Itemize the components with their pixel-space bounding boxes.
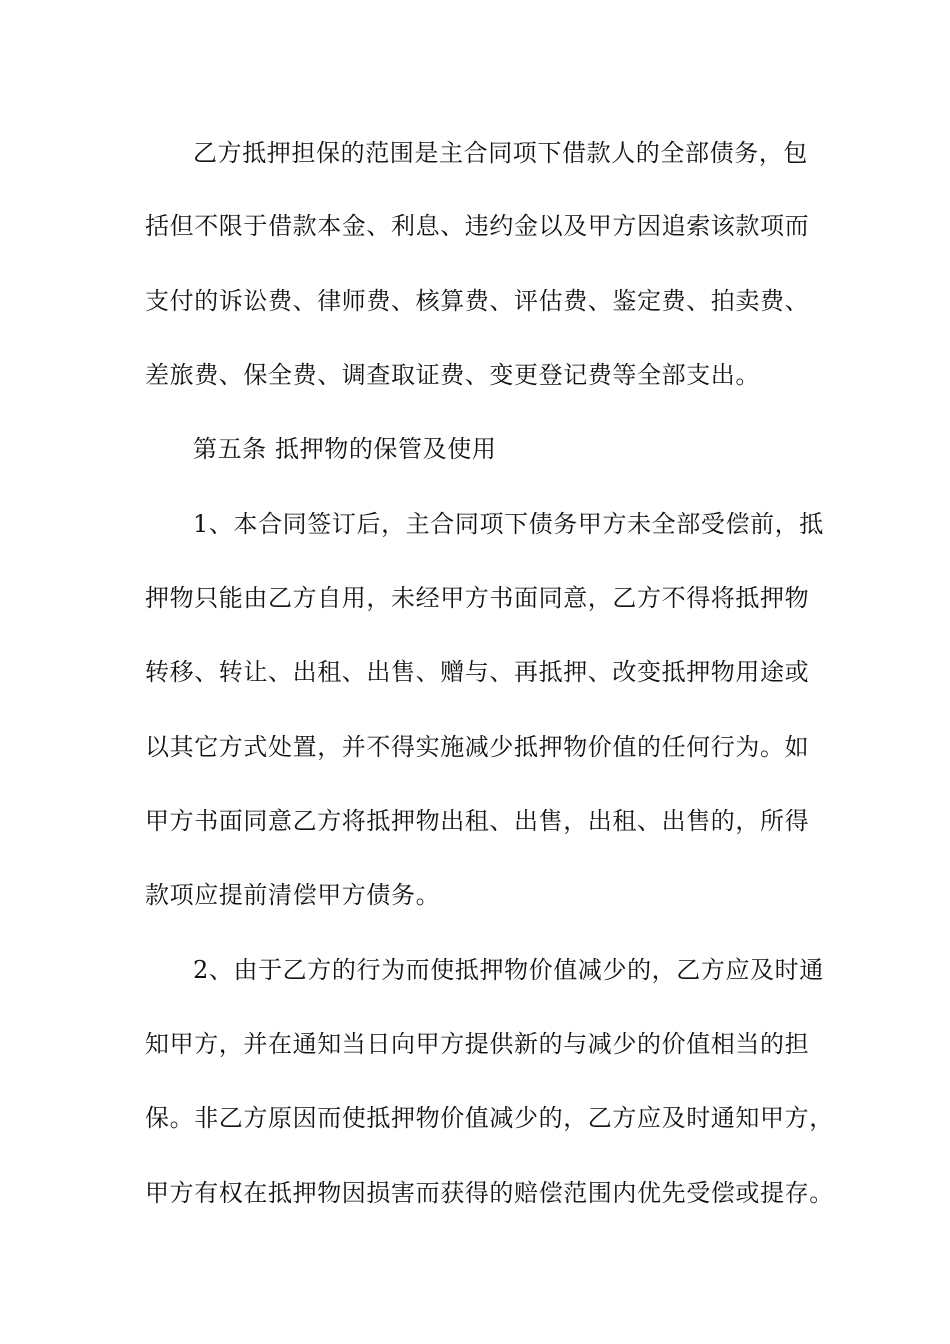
paragraph-2-line-6: 款项应提前清偿甲方债务。 <box>145 881 441 909</box>
paragraph-3-line-3: 保。非乙方原因而使抵押物价值减少的，乙方应及时通知甲方， <box>145 1104 834 1132</box>
paragraph-1-line-4: 差旅费、保全费、调查取证费、变更登记费等全部支出。 <box>145 361 760 389</box>
paragraph-3-line-4: 甲方有权在抵押物因损害而获得的赔偿范围内优先受偿或提存。 <box>145 1179 834 1207</box>
paragraph-2-line-3: 转移、转让、出租、出售、赠与、再抵押、改变抵押物用途或 <box>145 658 810 686</box>
paragraph-3-line-1: 2、由于乙方的行为而使抵押物价值减少的，乙方应及时通 <box>193 956 824 984</box>
paragraph-2-line-1: 1、本合同签订后，主合同项下债务甲方未全部受偿前，抵 <box>193 510 824 538</box>
paragraph-2-line-4: 以其它方式处置，并不得实施减少抵押物价值的任何行为。如 <box>145 733 810 761</box>
paragraph-2-line-2: 押物只能由乙方自用，未经甲方书面同意，乙方不得将抵押物 <box>145 584 810 612</box>
paragraph-3-line-2: 知甲方，并在通知当日向甲方提供新的与减少的价值相当的担 <box>145 1030 810 1058</box>
paragraph-1-line-3: 支付的诉讼费、律师费、核算费、评估费、鉴定费、拍卖费、 <box>145 287 810 315</box>
article-heading: 第五条 抵押物的保管及使用 <box>193 435 497 463</box>
paragraph-1-line-1: 乙方抵押担保的范围是主合同项下借款人的全部债务，包 <box>193 139 808 167</box>
paragraph-1-line-2: 括但不限于借款本金、利息、违约金以及甲方因追索该款项而 <box>145 212 810 240</box>
paragraph-2-line-5: 甲方书面同意乙方将抵押物出租、出售，出租、出售的，所得 <box>145 807 810 835</box>
